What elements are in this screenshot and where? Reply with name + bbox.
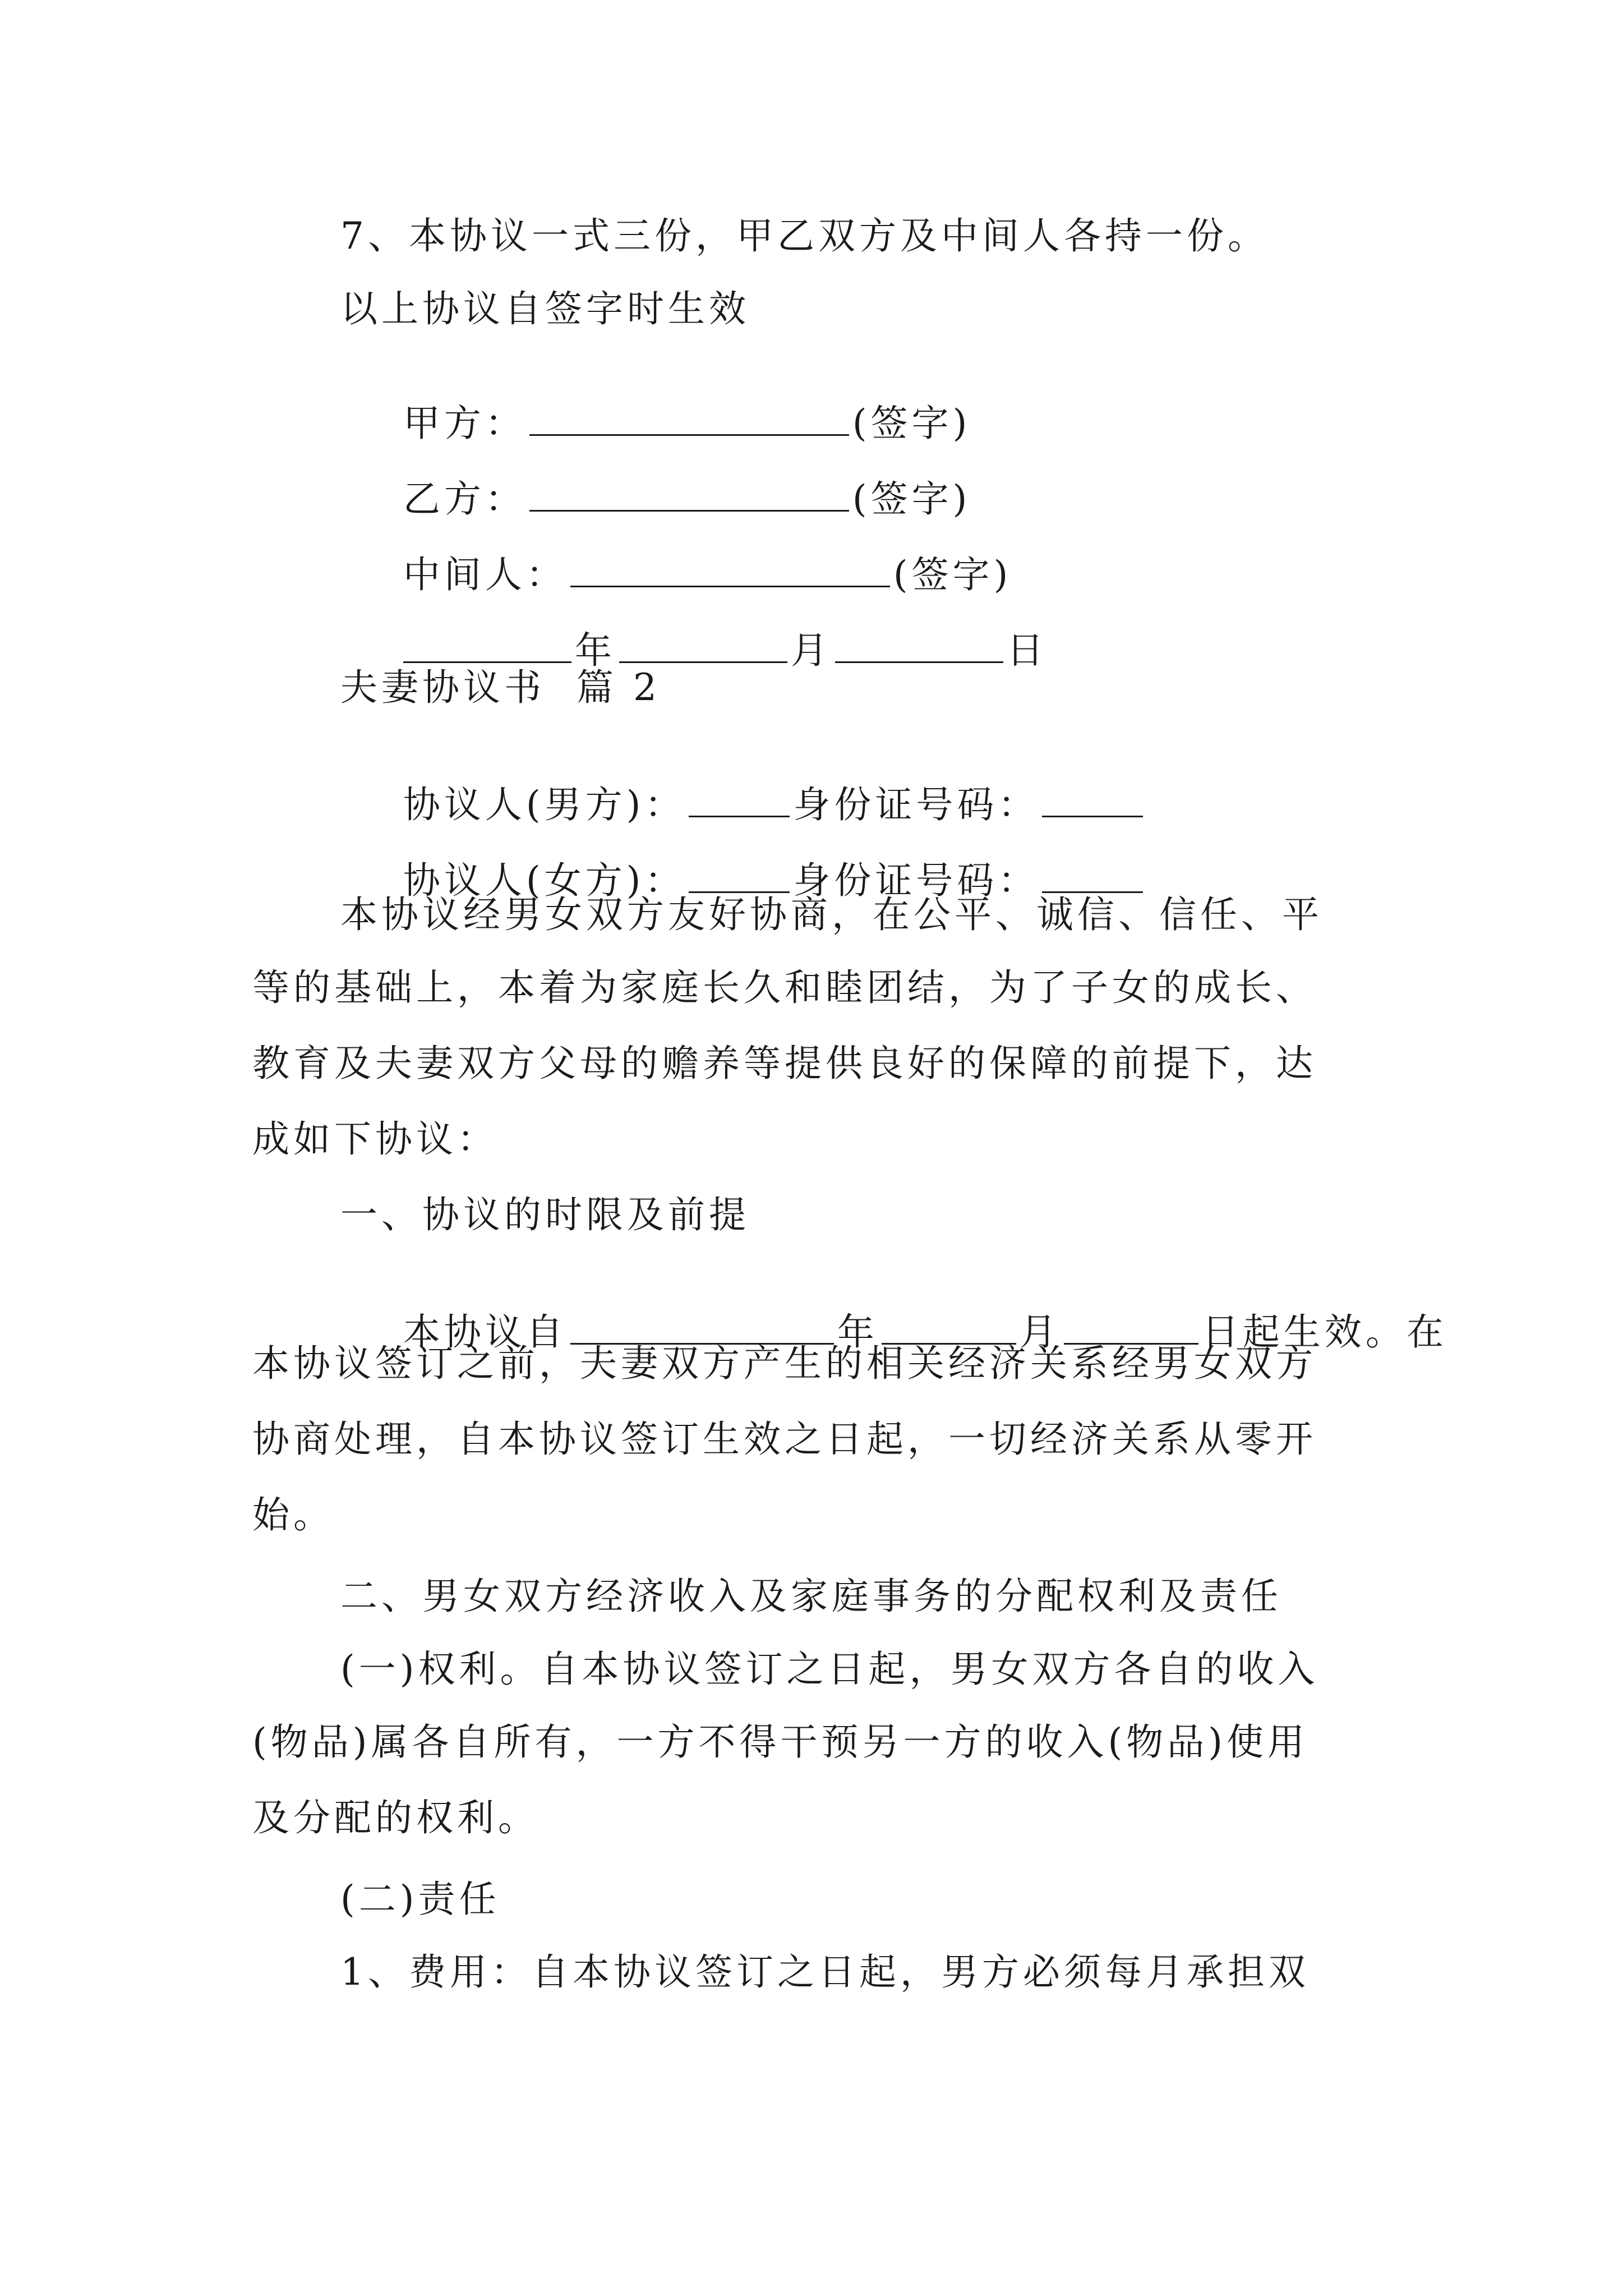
term-suffix: 日起生效。在 [1201, 1310, 1447, 1354]
heading-term: 一、协议的时限及前提 [340, 1193, 750, 1236]
rights-line-3: 及分配的权利。 [252, 1796, 539, 1839]
female-party-line [340, 821, 1146, 902]
female-id-label: 身份证号码： [793, 859, 1039, 902]
male-party-label: 协议人(男方)： [403, 783, 686, 826]
middleman-label: 中间人： [403, 553, 567, 596]
section-title: 夫妻协议书 篇 2 [340, 666, 661, 709]
effective-statement: 以上协议自签字时生效 [340, 287, 750, 330]
middleman-sign-suffix: (签字) [893, 553, 1012, 596]
middleman-signature-blank[interactable] [570, 552, 890, 587]
term-line-1 [340, 1272, 1447, 1354]
year-blank[interactable] [403, 628, 571, 663]
intro-line-1: 本协议经男女双方友好协商，在公平、诚信、信任、平 [340, 893, 1323, 936]
female-name-blank[interactable] [689, 858, 790, 893]
female-id-blank[interactable] [1042, 858, 1143, 893]
clause-7: 7、本协议一式三份，甲乙双方及中间人各持一份。 [340, 214, 1269, 257]
party-a-sign-suffix: (签字) [852, 402, 971, 445]
term-month-label: 月 [1019, 1310, 1061, 1354]
term-month-blank[interactable] [882, 1309, 1016, 1345]
term-line-2: 本协议签订之前，夫妻双方产生的相关经济关系经男女双方 [252, 1342, 1317, 1385]
signature-middleman [340, 515, 1012, 596]
party-b-signature-blank[interactable] [529, 476, 849, 512]
female-party-label: 协议人(女方)： [403, 859, 686, 902]
term-prefix: 本协议自 [403, 1310, 567, 1354]
year-label: 年 [574, 629, 616, 672]
heading-responsibility: (二)责任 [340, 1878, 500, 1921]
male-id-blank[interactable] [1042, 782, 1143, 817]
rights-line-1: (一)权利。自本协议签订之日起，男女双方各自的收入 [340, 1648, 1319, 1691]
day-label: 日 [1006, 629, 1048, 672]
party-a-label: 甲方： [403, 402, 526, 445]
term-day-blank[interactable] [1064, 1309, 1198, 1345]
heading-rights-responsibilities: 二、男女双方经济收入及家庭事务的分配权利及责任 [340, 1575, 1282, 1618]
intro-line-3: 教育及夫妻双方父母的赡养等提供良好的保障的前提下，达 [252, 1042, 1317, 1085]
male-id-label: 身份证号码： [793, 783, 1039, 826]
term-line-3: 协商处理，自本协议签订生效之日起，一切经济关系从零开 [252, 1418, 1317, 1461]
intro-line-2: 等的基础上，本着为家庭长久和睦团结，为了子女的成长、 [252, 966, 1317, 1009]
party-b-label: 乙方： [403, 477, 526, 521]
term-year-label: 年 [837, 1310, 878, 1354]
month-label: 月 [790, 629, 832, 672]
intro-line-4: 成如下协议： [252, 1117, 498, 1161]
party-b-sign-suffix: (签字) [852, 477, 971, 521]
signature-party-b [340, 439, 971, 521]
male-name-blank[interactable] [689, 782, 790, 817]
rights-line-2: (物品)属各自所有，一方不得干预另一方的收入(物品)使用 [252, 1720, 1308, 1764]
day-blank[interactable] [835, 628, 1003, 663]
signature-party-a [340, 364, 971, 445]
term-line-4: 始。 [252, 1493, 334, 1536]
cost-line-1: 1、费用：自本协议签订之日起，男方必须每月承担双 [340, 1950, 1310, 1994]
party-a-signature-blank[interactable] [529, 401, 849, 436]
male-party-line [340, 745, 1146, 826]
date-line [340, 591, 1048, 672]
month-blank[interactable] [619, 628, 787, 663]
term-year-blank[interactable] [570, 1309, 834, 1345]
